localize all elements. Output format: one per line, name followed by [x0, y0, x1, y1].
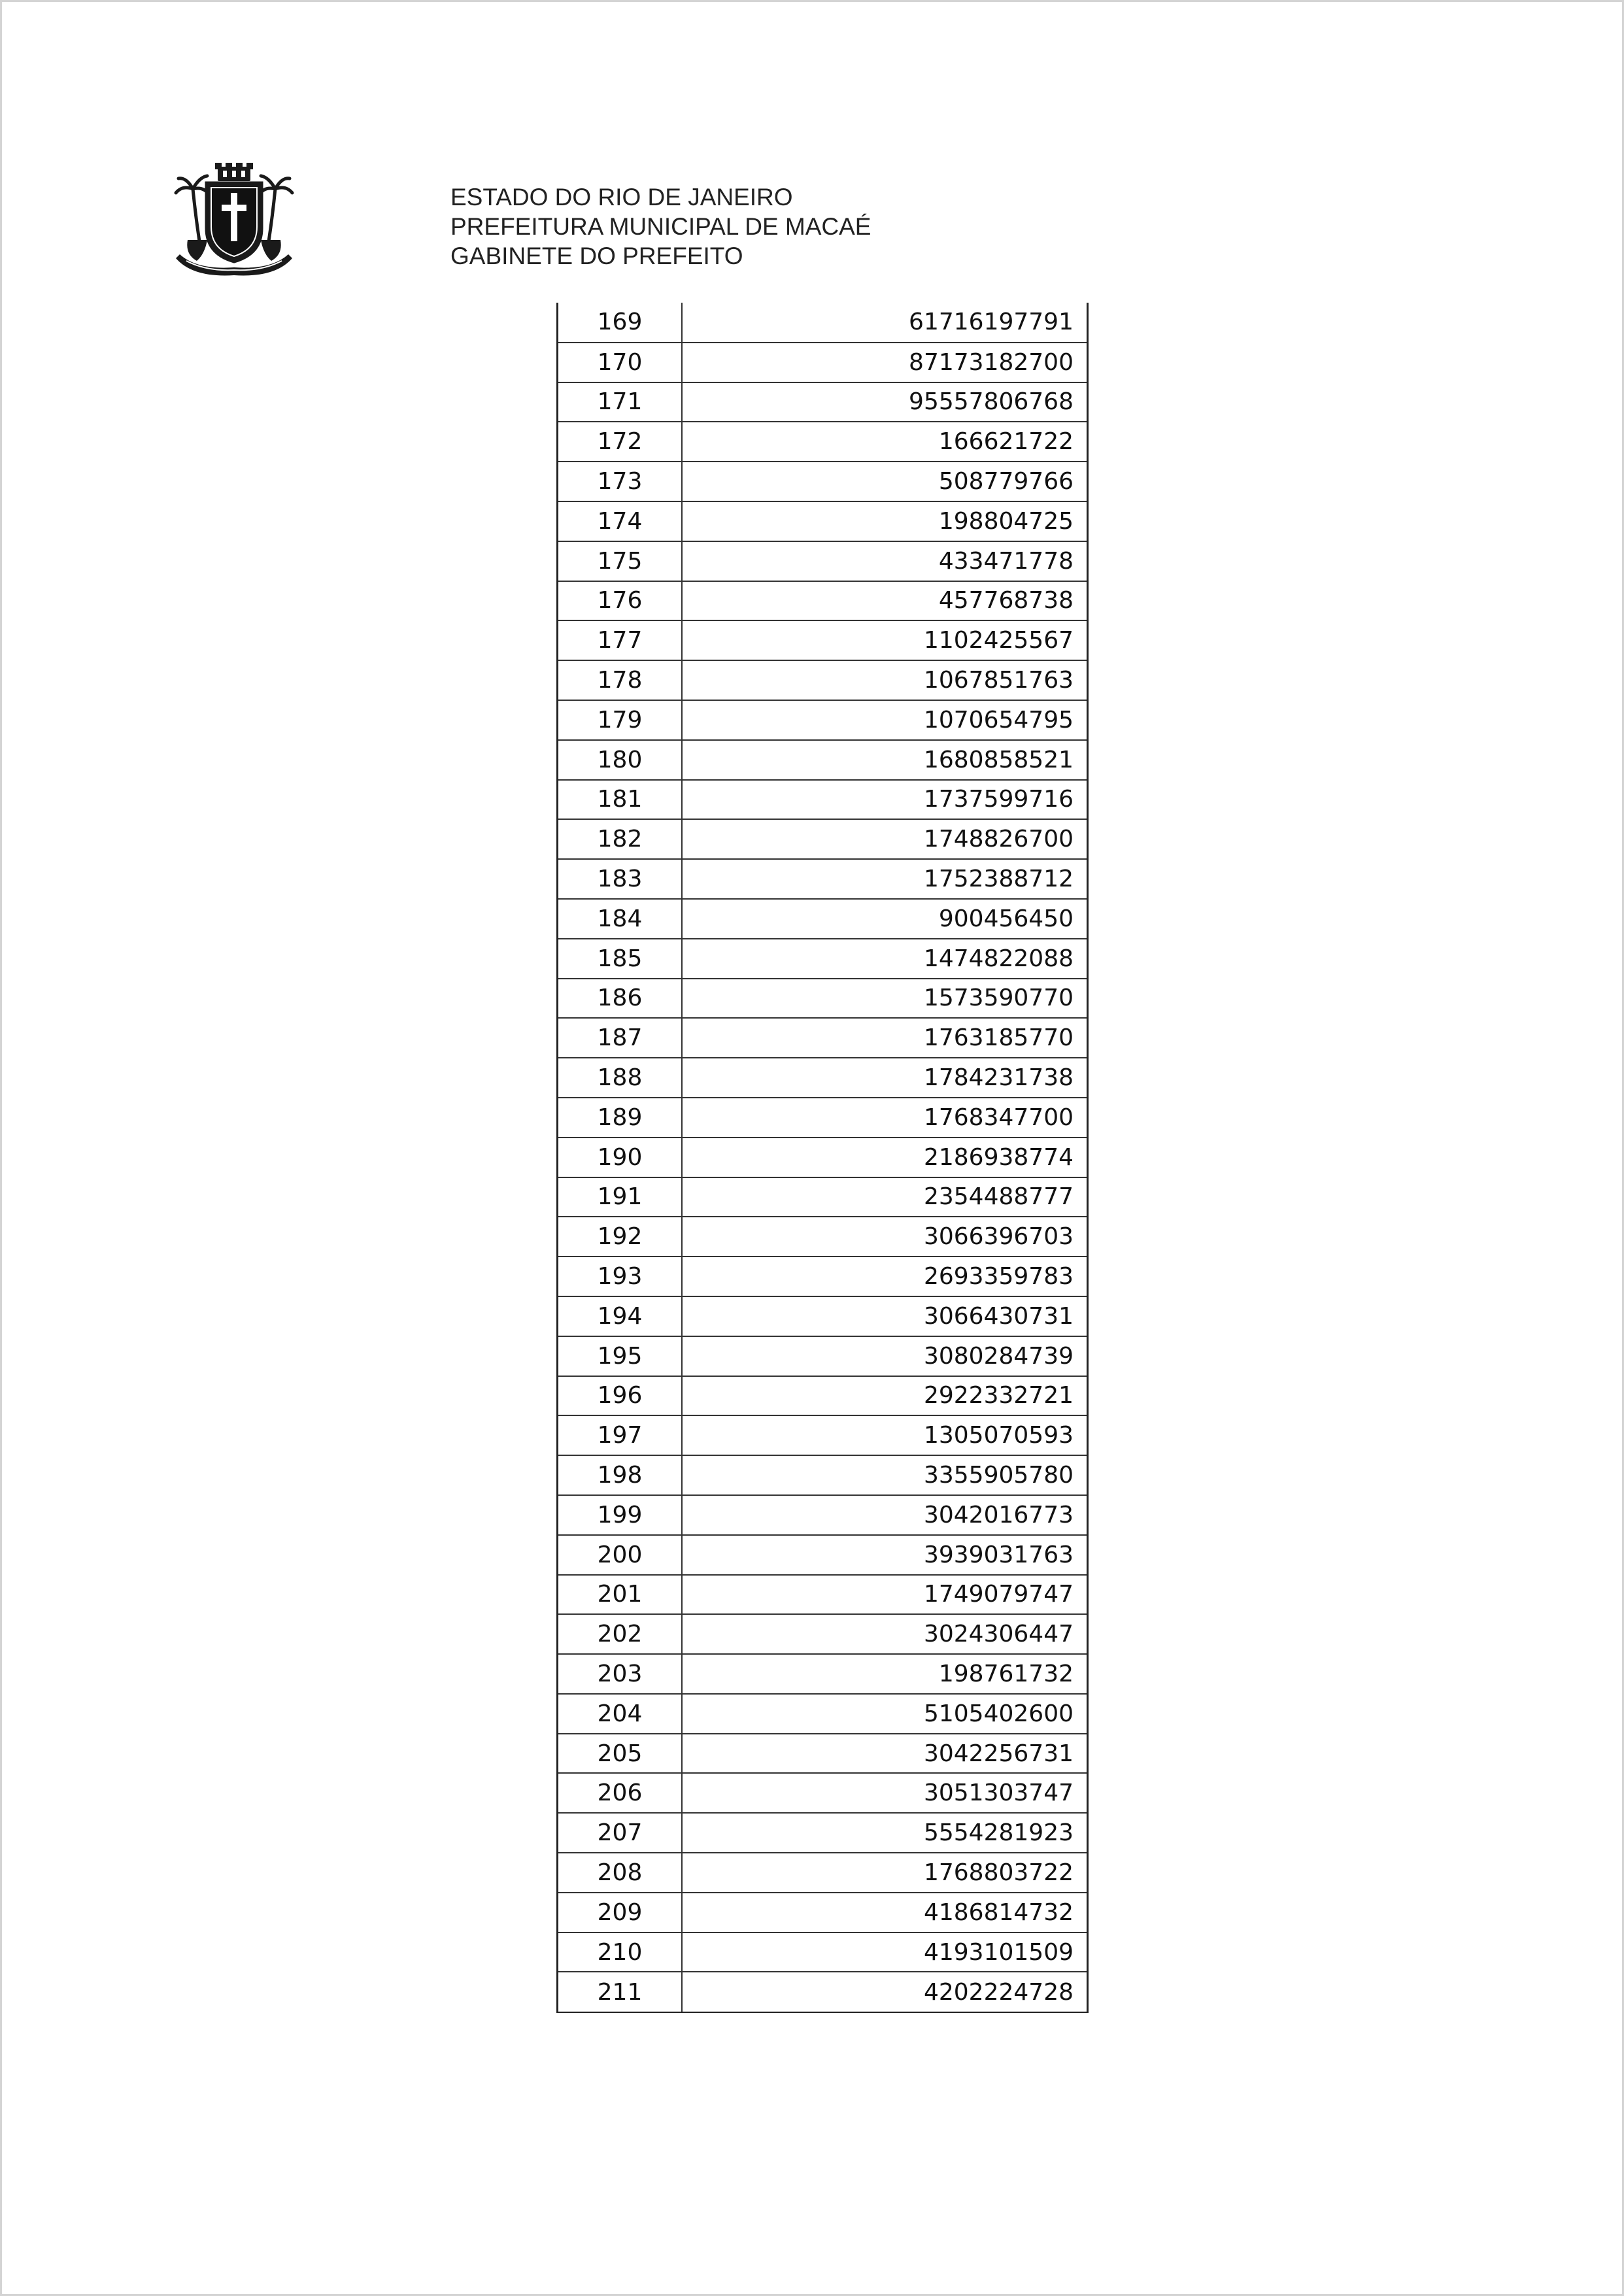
table-row — [558, 979, 1087, 1019]
table-row — [558, 1455, 1087, 1495]
row-value-cell: 198804725 — [682, 501, 1087, 541]
row-value-cell: 2922332721 — [682, 1376, 1087, 1416]
row-index-cell: 193 — [558, 1257, 682, 1296]
table-row — [558, 740, 1087, 780]
table-row — [558, 382, 1087, 422]
row-value-cell: 5554281923 — [682, 1813, 1087, 1853]
table-row — [558, 1415, 1087, 1455]
row-value-cell: 3042256731 — [682, 1734, 1087, 1774]
row-index-cell: 192 — [558, 1217, 682, 1257]
row-index-cell: 181 — [558, 780, 682, 820]
row-value-cell: 3939031763 — [682, 1535, 1087, 1575]
table-row — [558, 462, 1087, 501]
row-index-cell: 172 — [558, 422, 682, 462]
row-index-cell: 171 — [558, 382, 682, 422]
row-value-cell: 1067851763 — [682, 660, 1087, 700]
data-table — [558, 303, 1087, 2012]
row-index-cell: 175 — [558, 541, 682, 581]
row-value-cell: 87173182700 — [682, 343, 1087, 382]
row-value-cell: 508779766 — [682, 462, 1087, 501]
row-value-cell: 457768738 — [682, 581, 1087, 621]
table-row — [558, 303, 1087, 343]
row-value-cell: 95557806768 — [682, 382, 1087, 422]
table-row — [558, 859, 1087, 899]
table-row — [558, 1853, 1087, 1893]
table-row — [558, 1058, 1087, 1098]
table-row — [558, 1376, 1087, 1416]
document-header — [450, 182, 871, 271]
row-value-cell: 1070654795 — [682, 700, 1087, 740]
table-row — [558, 1336, 1087, 1376]
row-index-cell: 200 — [558, 1535, 682, 1575]
row-index-cell: 207 — [558, 1813, 682, 1853]
table-row — [558, 1296, 1087, 1336]
table-row — [558, 1257, 1087, 1296]
table-row — [558, 819, 1087, 859]
municipal-coat-of-arms-icon — [173, 163, 295, 278]
row-value-cell: 1763185770 — [682, 1018, 1087, 1058]
row-index-cell: 199 — [558, 1495, 682, 1535]
row-index-cell: 180 — [558, 740, 682, 780]
table-row — [558, 1018, 1087, 1058]
table-row — [558, 1138, 1087, 1177]
row-value-cell: 2693359783 — [682, 1257, 1087, 1296]
row-index-cell: 194 — [558, 1296, 682, 1336]
row-index-cell: 206 — [558, 1773, 682, 1813]
row-value-cell: 61716197791 — [682, 303, 1087, 343]
row-value-cell: 1102425567 — [682, 620, 1087, 660]
table-row — [558, 1773, 1087, 1813]
row-index-cell: 178 — [558, 660, 682, 700]
row-value-cell: 900456450 — [682, 899, 1087, 939]
header-office: GABINETE DO PREFEITO — [450, 243, 743, 269]
row-index-cell: 195 — [558, 1336, 682, 1376]
table-row — [558, 1972, 1087, 2012]
row-index-cell: 196 — [558, 1376, 682, 1416]
table-row — [558, 700, 1087, 740]
table-row — [558, 620, 1087, 660]
row-index-cell: 189 — [558, 1098, 682, 1138]
row-index-cell: 188 — [558, 1058, 682, 1098]
row-value-cell: 3066430731 — [682, 1296, 1087, 1336]
row-value-cell: 1768803722 — [682, 1853, 1087, 1893]
table-row — [558, 899, 1087, 939]
row-value-cell: 198761732 — [682, 1654, 1087, 1694]
row-value-cell: 1748826700 — [682, 819, 1087, 859]
header-municipality: PREFEITURA MUNICIPAL DE MACAÉ — [450, 213, 871, 240]
row-index-cell: 185 — [558, 939, 682, 979]
row-value-cell: 4202224728 — [923, 1978, 1074, 2006]
row-index-cell: 176 — [558, 581, 682, 621]
table-row — [558, 1217, 1087, 1257]
row-value-cell: 2186938774 — [682, 1138, 1087, 1177]
row-index-cell: 183 — [558, 859, 682, 899]
row-value-cell: 1749079747 — [682, 1575, 1087, 1615]
row-value-cell: 3042016773 — [682, 1495, 1087, 1535]
row-value-cell: 1680858521 — [682, 740, 1087, 780]
row-index-cell: 182 — [558, 819, 682, 859]
row-index-cell: 208 — [558, 1853, 682, 1893]
table-row — [558, 1495, 1087, 1535]
row-value-cell: 3051303747 — [682, 1773, 1087, 1813]
row-value-cell: 4186814732 — [682, 1893, 1087, 1933]
table-row — [558, 581, 1087, 621]
table-row — [558, 1654, 1087, 1694]
table-row — [558, 780, 1087, 820]
table-row — [558, 1098, 1087, 1138]
row-value-cell: 2354488777 — [682, 1177, 1087, 1217]
table-row — [558, 1535, 1087, 1575]
header-state: ESTADO DO RIO DE JANEIRO — [450, 184, 793, 211]
row-value-cell: 3066396703 — [682, 1217, 1087, 1257]
row-index-cell: 198 — [558, 1455, 682, 1495]
row-value-cell: 3355905780 — [682, 1455, 1087, 1495]
row-value-cell: 4193101509 — [682, 1933, 1087, 1972]
row-index-cell: 202 — [558, 1614, 682, 1654]
row-index-cell: 209 — [558, 1893, 682, 1933]
table-row — [558, 1933, 1087, 1972]
row-value-cell: 1573590770 — [682, 979, 1087, 1019]
row-index-cell: 169 — [558, 303, 682, 343]
table-row — [558, 343, 1087, 382]
table-row — [558, 1734, 1087, 1774]
table-row — [558, 541, 1087, 581]
row-index-cell: 190 — [558, 1138, 682, 1177]
row-value-cell: 3080284739 — [682, 1336, 1087, 1376]
table-row — [558, 1694, 1087, 1734]
row-value-cell: 1784231738 — [682, 1058, 1087, 1098]
row-value-cell: 1768347700 — [682, 1098, 1087, 1138]
row-value-cell: 5105402600 — [682, 1694, 1087, 1734]
row-index-cell: 203 — [558, 1654, 682, 1694]
table-row — [558, 501, 1087, 541]
row-index-cell: 184 — [558, 899, 682, 939]
table-row — [558, 939, 1087, 979]
row-index-cell: 186 — [558, 979, 682, 1019]
row-index-cell: 187 — [558, 1018, 682, 1058]
row-value-cell: 1474822088 — [682, 939, 1087, 979]
row-index-cell: 170 — [558, 343, 682, 382]
row-value-cell: 3024306447 — [682, 1614, 1087, 1654]
row-value-cell: 166621722 — [682, 422, 1087, 462]
row-index-cell: 173 — [558, 462, 682, 501]
row-index-cell: 205 — [558, 1734, 682, 1774]
row-value-cell: 1737599716 — [682, 780, 1087, 820]
row-index-cell: 191 — [558, 1177, 682, 1217]
row-index-cell: 179 — [558, 700, 682, 740]
row-index-cell: 177 — [558, 620, 682, 660]
row-value-cell: 1752388712 — [682, 859, 1087, 899]
data-table-body — [558, 303, 1087, 2012]
row-index-cell: 197 — [558, 1415, 682, 1455]
table-row — [558, 1893, 1087, 1933]
row-index-cell: 210 — [558, 1933, 682, 1972]
table-row — [558, 1177, 1087, 1217]
row-value-cell: 1305070593 — [682, 1415, 1087, 1455]
table-row — [558, 422, 1087, 462]
data-table-container — [556, 303, 1089, 2013]
row-index-cell: 174 — [558, 501, 682, 541]
row-index-cell: 204 — [558, 1694, 682, 1734]
table-row — [558, 660, 1087, 700]
row-index-cell: 201 — [558, 1575, 682, 1615]
table-row — [558, 1813, 1087, 1853]
row-value-cell: 433471778 — [682, 541, 1087, 581]
row-index-cell: 211 — [558, 1972, 682, 2012]
table-row — [558, 1575, 1087, 1615]
table-row — [558, 1614, 1087, 1654]
